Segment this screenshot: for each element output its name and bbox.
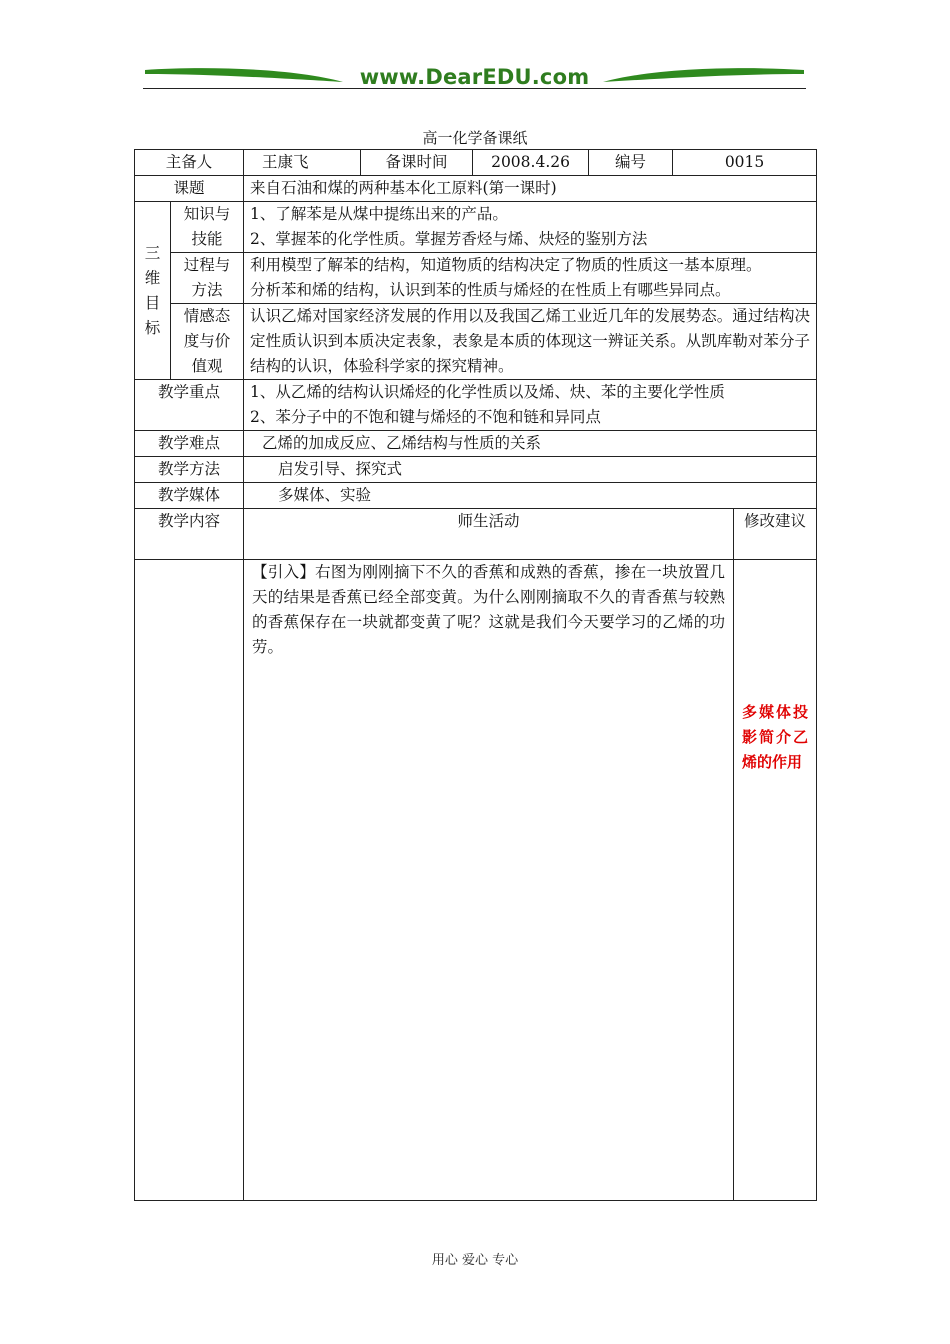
goal-row-attitude xyxy=(135,304,817,380)
number-label: 编号 xyxy=(589,150,673,176)
goal-line: 分析苯和烯的结构，认识到苯的性质与烯烃的在性质上有哪些异同点。 xyxy=(250,281,731,299)
topic-row xyxy=(135,176,817,202)
key-points-content xyxy=(244,380,817,431)
goal-line: 利用模型了解苯的结构，知道物质的结构决定了物质的性质这一基本原理。 xyxy=(250,256,762,274)
knowledge-skill-label xyxy=(171,202,244,253)
header-divider xyxy=(143,88,806,89)
knowledge-skill-content xyxy=(244,202,817,253)
document-title: 高一化学备课纸 xyxy=(422,129,528,147)
info-row xyxy=(135,150,817,176)
attitude-value-content: 认识乙烯对国家经济发展的作用以及我国乙烯工业近几年的发展势态。通过结构决定性质认识到本质决定表象，表象是本质的体现这一辨证关系。从凯库勒对苯分子结构的认识，体验科学家的探究精神。 xyxy=(244,304,817,380)
goal-label-char: 三 xyxy=(144,243,161,262)
key-points-row xyxy=(135,380,817,431)
prep-time-label: 备课时间 xyxy=(361,150,473,176)
goal-line: 1、了解苯是从煤中提练出来的产品。 xyxy=(250,205,508,223)
goal-label-char: 维 xyxy=(144,268,161,287)
topic-value: 来自石油和煤的两种基本化工原料(第一课时) xyxy=(244,176,817,202)
preparer-value: 王康飞 xyxy=(244,150,361,176)
label-line: 情感态 xyxy=(183,307,231,325)
method-row xyxy=(135,457,817,483)
teaching-content-cell xyxy=(135,560,244,1201)
prep-time-value: 2008.4.26 xyxy=(473,150,589,176)
preparer-label: 主备人 xyxy=(135,150,244,176)
three-dimension-goal-label xyxy=(135,202,171,380)
label-line: 过程与 xyxy=(183,256,231,274)
label-line: 值观 xyxy=(191,357,223,375)
attitude-value-label xyxy=(171,304,244,380)
process-method-content xyxy=(244,253,817,304)
lesson-plan-table xyxy=(134,149,817,1201)
process-method-label xyxy=(171,253,244,304)
media-label: 教学媒体 xyxy=(135,483,244,509)
goal-row-knowledge xyxy=(135,202,817,253)
label-line: 度与价 xyxy=(183,332,231,350)
difficulty-label: 教学难点 xyxy=(135,431,244,457)
teaching-content-header: 教学内容 xyxy=(135,509,244,560)
key-point-line: 1、从乙烯的结构认识烯烃的化学性质以及烯、炔、苯的主要化学性质 xyxy=(250,383,725,401)
label-line: 知识与 xyxy=(183,205,231,223)
page-footer: 用心 爱心 专心 xyxy=(431,1253,519,1268)
key-points-label: 教学重点 xyxy=(135,380,244,431)
site-header xyxy=(143,62,806,92)
method-content: 启发引导、探究式 xyxy=(244,457,817,483)
revision-remark: 多媒体投影简介乙烯的作用 xyxy=(734,560,817,1201)
goal-label-char: 目 xyxy=(144,293,161,312)
key-point-line: 2、苯分子中的不饱和键与烯烃的不饱和链和异同点 xyxy=(250,408,601,426)
site-logo-text[interactable]: www.DearEDU.com xyxy=(359,65,590,89)
goal-line: 2、掌握苯的化学性质。掌握芳香烃与烯、炔烃的鉴别方法 xyxy=(250,230,648,248)
label-line: 技能 xyxy=(191,230,223,248)
goal-label-char: 标 xyxy=(144,318,161,337)
revision-suggestion-header: 修改建议 xyxy=(734,509,817,560)
topic-label: 课题 xyxy=(135,176,244,202)
number-value: 0015 xyxy=(673,150,817,176)
method-label: 教学方法 xyxy=(135,457,244,483)
difficulty-content: 乙烯的加成反应、乙烯结构与性质的关系 xyxy=(244,431,817,457)
media-row xyxy=(135,483,817,509)
label-line: 方法 xyxy=(191,281,223,299)
content-body-row xyxy=(135,560,817,1201)
goal-row-process xyxy=(135,253,817,304)
activity-intro-text: 【引入】右图为刚刚摘下不久的香蕉和成熟的香蕉，掺在一块放置几天的结果是香蕉已经全部变黄。为什么刚刚摘取不久的青香蕉与较熟的香蕉保存在一块就都变黄了呢？这就是我们今天要学习的乙烯的功劳。 xyxy=(244,560,734,1201)
teacher-student-activity-header: 师生活动 xyxy=(244,509,734,560)
content-header-row xyxy=(135,509,817,560)
media-content: 多媒体、实验 xyxy=(244,483,817,509)
difficulty-row xyxy=(135,431,817,457)
